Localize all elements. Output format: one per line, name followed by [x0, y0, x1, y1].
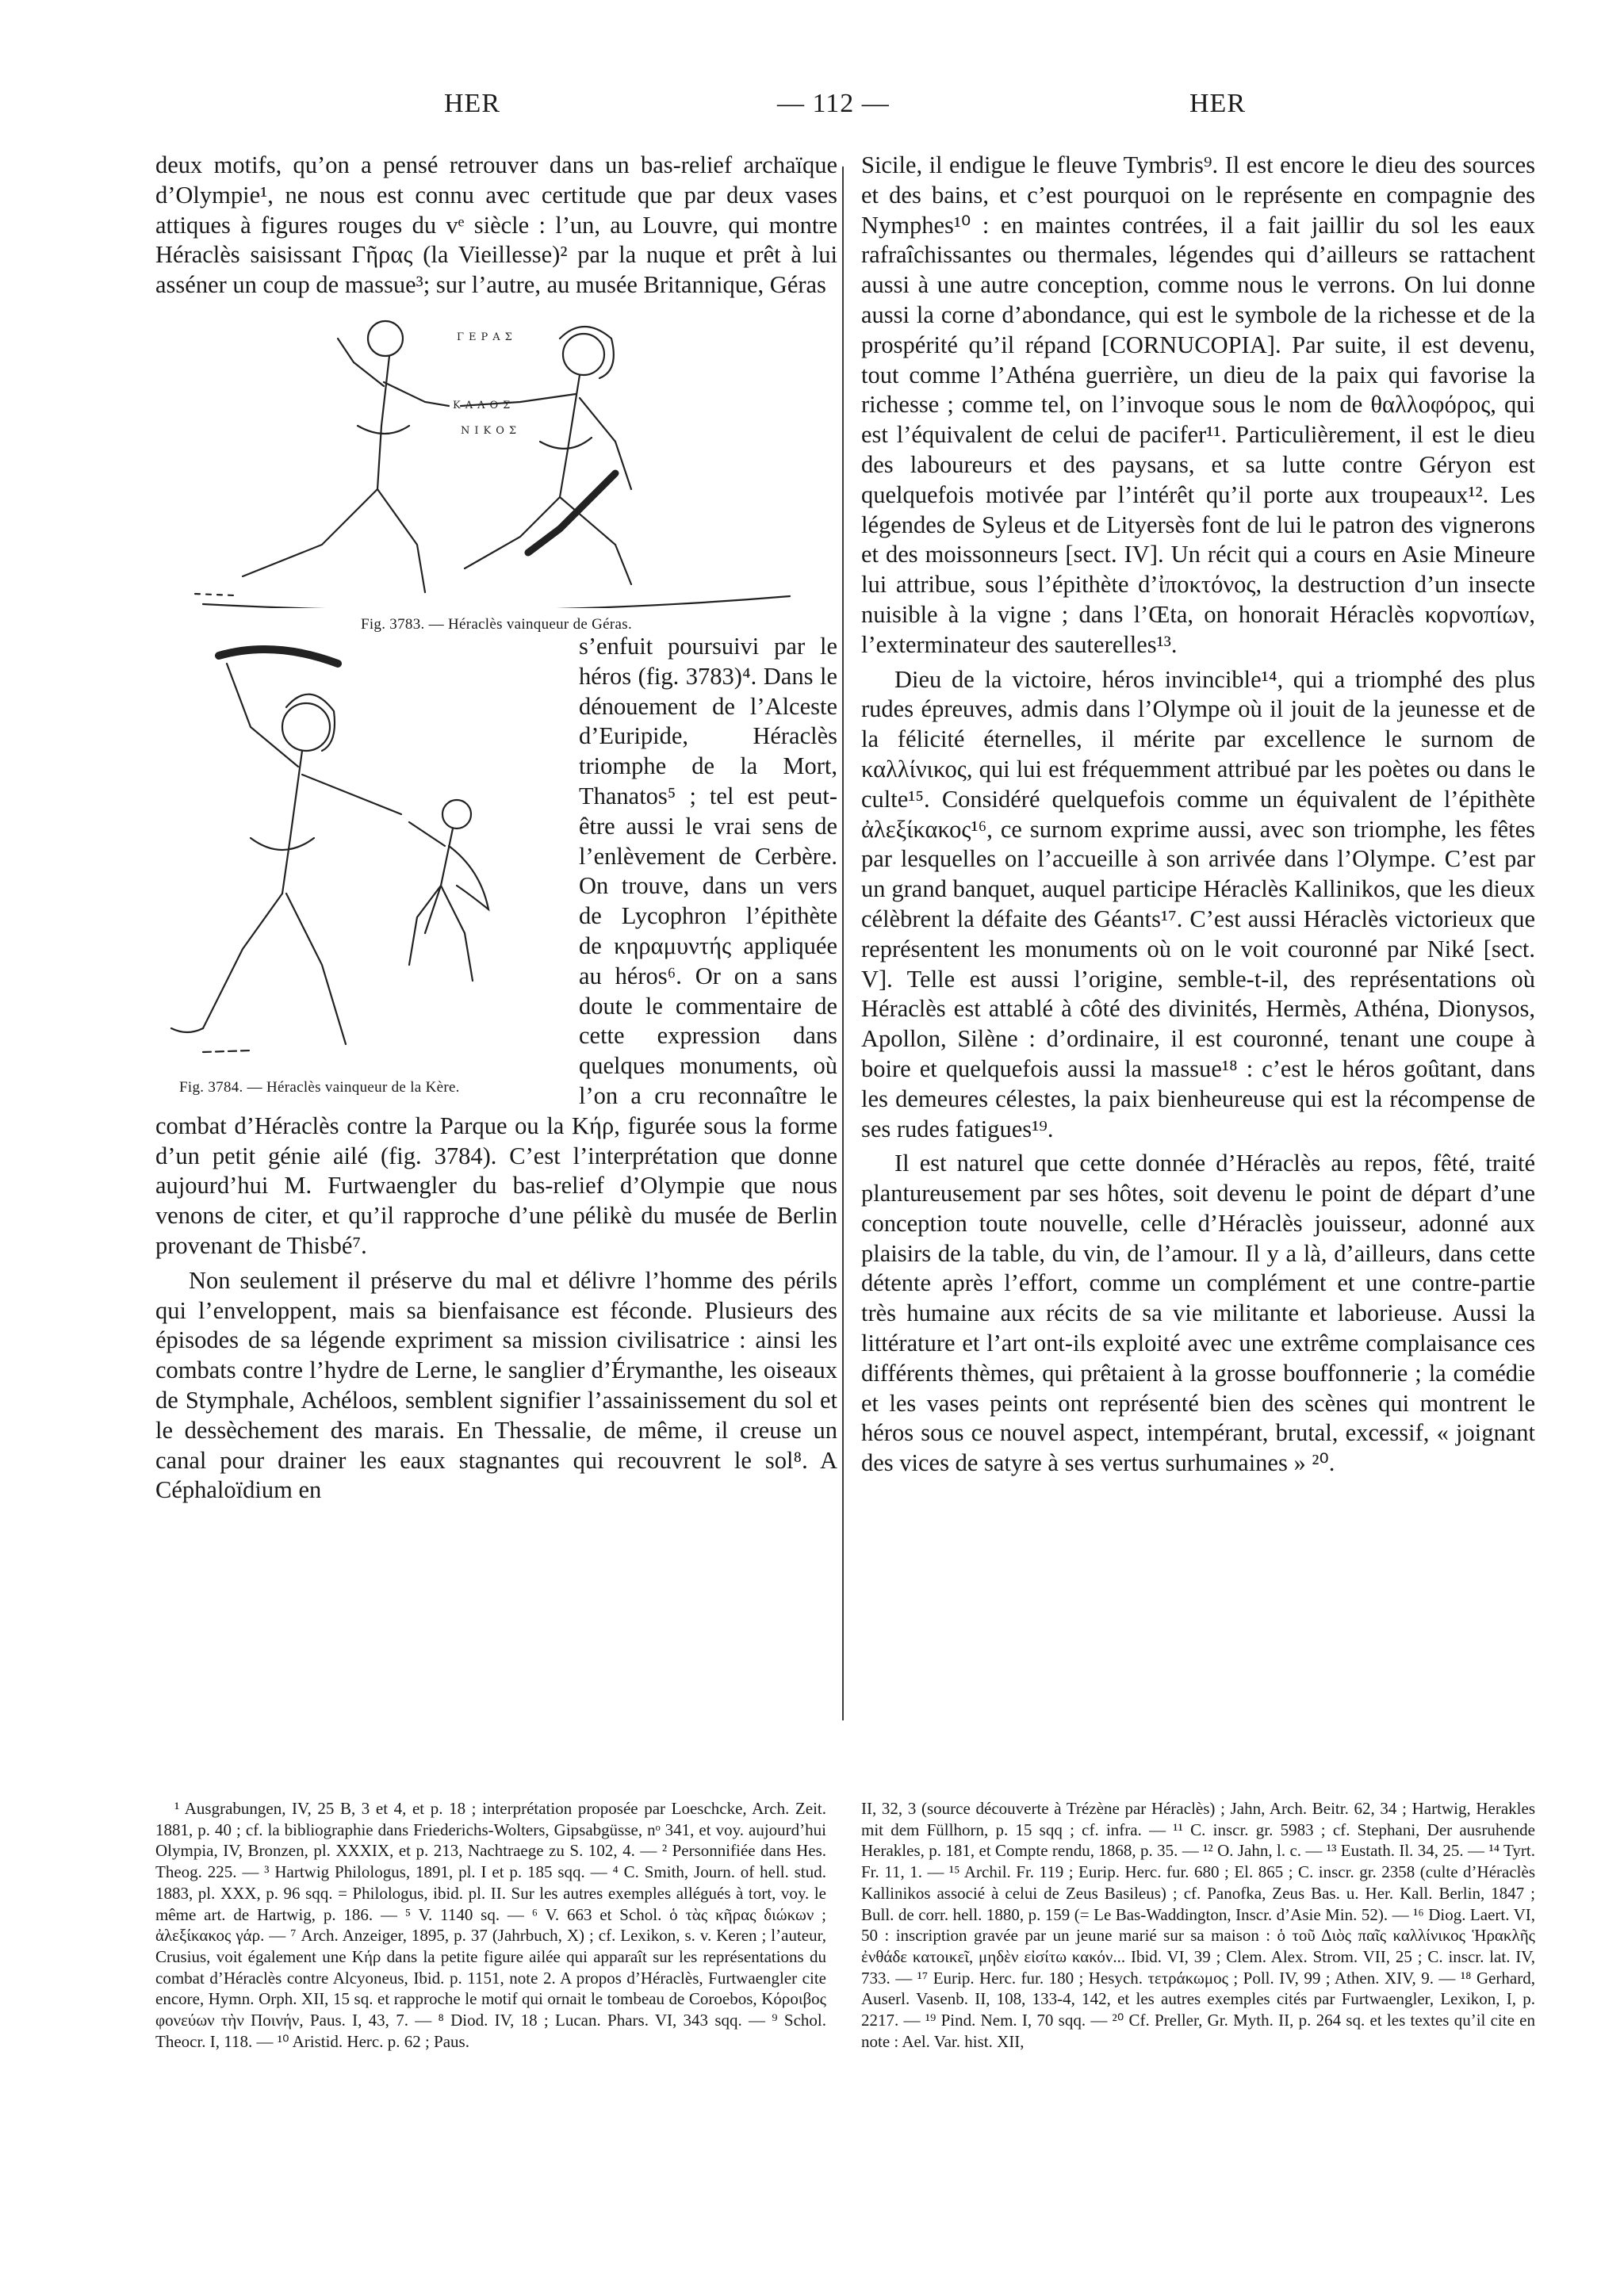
left-column: [155, 151, 837, 1510]
footnote-text: II, 32, 3 (source découverte à Trézène par Héraclès) ; Jahn, Arch. Beitr. 62, 34 ; Hartwig, Herakles mit dem Füllhorn, p. 15 sqq ; cf. infra. — ¹¹ C. inscr. gr. 5983 ; cf. Stephani, Der ausruhende Herakles, p. 181, et Compte rendu, 1868, p. 35. — ¹² O. Jahn, l. c. — ¹³ Eustath. Il. 34, 25. — ¹⁴ Tyrt. Fr. 11, 1. — ¹⁵ Archil. Fr. 119 ; Eurip. Herc. fur. 680 ; El. 865 ; C. inscr. gr. 2358 (culte d’Héraclès Kallinikos associé à celui de Zeus Basileus) ; cf. Panofka, Zeus Bas. u. Her. Kall. Berlin, 1847 ; Bull. de corr. hell. 1880, p. 159 (= Le Bas-Waddington, Inscr. d’Asie Min. 52). — ¹⁶ Diog. Laert. VI, 50 : inscription gravée par un jeune marié sur sa maison : ὁ τοῦ Διὸς παῖς καλλίνικος Ἡρακλῆς ἐνθάδε κατοικεῖ, μηδὲν εἰσίτω κακόν... Ibid. VI, 39 ; Clem. Alex. Strom. VII, 25 ; C. inscr. lat. IV, 733. — ¹⁷ Eurip. Herc. fur. 180 ; Hesych. τετράκωμος ; Poll. IV, 99 ; Athen. XIV, 9. — ¹⁸ Gerhard, Auserl. Vasenb. II, 108, 133-4, 142, et les autres exemples cités par Furtwaengler, Lexikon, I, p. 2217. — ¹⁹ Pind. Nem. I, 70 sqq. — ²⁰ Cf. Preller, Gr. Myth. II, p. 264 sq. et les textes qu’il cite en note : Ael. Var. hist. XII,: [861, 1799, 1535, 2051]
footnotes-right: [861, 1798, 1535, 2052]
figure-3783: [155, 307, 837, 632]
footnotes-left: [155, 1798, 826, 2052]
paragraph: Sicile, il endigue le fleuve Tymbris⁹. Il est encore le dieu des sources et des bains, et c’est pourquoi on le représente en compagnie des Nymphes¹⁰ : en maintes contrées, il a fait jaillir du sol les eaux rafraîchissantes ou thermales, légendes qui d’ailleurs se rattachent aussi à une autre conception, comme nous le verrons. On lui donne aussi la corne d’abondance, qui est le symbole de la richesse et de la prospérité qu’il répand [CORNUCOPIA]. Par suite, il est devenu, tout comme l’Athéna guerrière, un dieu de la paix qui favorise la richesse ; comme tel, on l’invoque sous le nom de θαλλοφόρος, qui est l’équivalent de celui de pacifer¹¹. Particulièrement, il est le dieu des laboureurs et des paysans, et sa lutte contre Géryon est quelquefois motivée par l’intérêt qu’il porte aux troupeaux¹². Les légendes de Syleus et de Lityersès font de lui le patron des vignerons et des moissonneurs [sect. IV]. Un récit qui a cours en Asie Mineure lui attribue, sous l’épithète d’ἰποκτόνος, la destruction d’un insecte nuisible à la vigne ; dans l’Œta, on honorait Héraclès κορνοπίων, l’exterminateur des sauterelles¹³.: [861, 151, 1535, 658]
paragraph: deux motifs, qu’on a pensé retrouver dans un bas-relief archaïque d’Olympie¹, ne nous est connu avec certitude que par deux vases attiques à figures rouges du vᵉ siècle : l’un, au Louvre, qui montre Héraclès saisissant Γῆρας (la Vieillesse)² par la nuque et prêt à lui asséner un coup de massue³; sur l’autre, au musée Britannique, Géras: [155, 151, 837, 299]
paragraph: s’enfuit poursuivi par le héros (fig. 3783)⁴. Dans le dénouement de l’Alceste d’Euripide, Héraclès triomphe de la Mort, Thanatos⁵ ; tel est peut-être aussi le vrai sens de l’enlèvement de Cerbère. On trouve, dans un vers de Lycophron l’épithète de κηραμυντής appliquée au héros⁶. Or on a sans doute le commentaire de cette expression dans quelques monuments, où l’on a cru reconnaître le combat d’Héraclès contre la Parque ou la Κήρ, figurée sous la forme d’un petit génie ailé (fig. 3784). C’est l’interprétation que donne aujourd’hui M. Furtwaengler du bas-relief d’Olympie que nous venons de citer, et qu’il rapproche d’une pélikè du musée de Berlin provenant de Thisbé⁷.: [155, 632, 837, 1259]
footnote-text: ¹ Ausgrabungen, IV, 25 B, 3 et 4, et p. 18 ; interprétation proposée par Loeschcke, Arch. Zeit. 1881, p. 40 ; cf. la bibliographie dans Friederichs-Wolters, Gipsabgüsse, nᵒ 341, et voy. aujourd’hui Olympia, IV, Bronzen, pl. XXXIX, et p. 213, Nachtraege zu S. 102, 4. — ² Personnifiée dans Hes. Theog. 225. — ³ Hartwig Philologus, 1891, pl. I et p. 185 sqq. — ⁴ C. Smith, Journ. of hell. stud. 1883, pl. XXX, p. 96 sqq. = Philologus, ibid. pl. II. Sur les autres exemples allégués à tort, voy. le même art. de Hartwig, p. 186. — ⁵ V. 1140 sq. — ⁶ V. 663 et Schol. ὁ τὰς κῆρας διώκων ; ἀλεξίκακος γάρ. — ⁷ Arch. Anzeiger, 1895, p. 37 (Jahrbuch, X) ; cf. Lexikon, s. v. Keren ; l’auteur, Crusius, voit également une Κήρ dans la petite figure ailée qui apparaît sur les représentations du combat d’Héraclès contre Alcyoneus, Ibid. p. 1151, note 2. A propos d’Héraclès, Furtwaengler cite encore, Hymn. Orph. XII, 15 sq. et rapproche le motif qui ornait le tombeau de Coroebos, Κόροιβος φονεύων τὴν Ποινήν, Paus. I, 43, 7. — ⁸ Diod. IV, 18 ; Lucan. Phars. VI, 343 sqq. — ⁹ Schol. Theocr. I, 118. — ¹⁰ Aristid. Herc. p. 62 ; Paus.: [155, 1799, 826, 2051]
vase-label-geras: ΓΕΡΑΣ: [457, 331, 517, 343]
running-head-left: HER: [444, 89, 500, 118]
paragraph: Dieu de la victoire, héros invincible¹⁴, qui a triomphé des plus rudes épreuves, admis dans l’Olympe où il jouit de la jeunesse et de la félicité éternelles, il mérite par excellence le surnom de καλλίνικος, qui lui est fréquemment attribué par les poètes ou dans le culte¹⁵. Considéré quelquefois comme un équivalent de l’épithète ἀλεξίκακος¹⁶, ce surnom exprime aussi, avec son triomphe, les fêtes par lesquelles on l’accueille à son arrivée dans l’Olympe. C’est par un grand banquet, auquel participe Héraclès Kallinikos, que les dieux célèbrent la défaite des Géants¹⁷. C’est aussi Héraclès victorieux que représentent les monuments où on le voit couronné par Niké [sect. V]. Telle est aussi l’origine, semble-t-il, des représentations où Héraclès est attablé à côté des divinités, Hermès, Athéna, Dionysos, Apollon, Silène : d’ordinaire, il est couronné, tenant une coupe à boire et quelquefois aussi la massue¹⁸ : c’est le héros goûtant, dans les demeures célestes, la paix bienheureuse qui est la récompense de ses rudes fatigues¹⁹.: [861, 665, 1535, 1142]
figure-3784: [155, 632, 568, 1100]
vase-drawing-heracles-ker: [155, 632, 568, 1068]
figure-caption: Fig. 3784. — Héraclès vainqueur de la Kère.: [179, 1078, 460, 1096]
column-divider: [842, 166, 844, 1720]
vase-drawing-heracles-geras: [187, 307, 806, 608]
paragraph: Non seulement il préserve du mal et délivre l’homme des périls qui l’enveloppent, mais sa bienfaisance est féconde. Plusieurs des épisodes de sa légende expriment sa mission civilisatrice : ainsi les combats contre l’hydre de Lerne, le sanglier d’Érymanthe, les oiseaux de Stymphale, Achéloos, semblent signifier l’assainissement du sol et le dessèchement des marais. En Thessalie, de même, il creuse un canal pour drainer les eaux stagnantes qui recouvrent le sol⁸. A Céphaloïdium en: [155, 1266, 837, 1504]
vase-label-nikos: ΝΙΚΟΣ: [461, 424, 522, 437]
running-head-right: HER: [1189, 89, 1246, 118]
page-number: — 112 —: [777, 89, 890, 118]
right-column: [861, 151, 1535, 1483]
figure-caption: Fig. 3783. — Héraclès vainqueur de Géras.: [360, 615, 633, 633]
vase-label-kalos: ΚΑΛΟΣ: [453, 399, 515, 411]
paragraph: Il est naturel que cette donnée d’Héraclès au repos, fêté, traité plantureusement par ses hôtes, soit devenu le point de départ d’une conception toute nouvelle, celle d’Héraclès jouisseur, adonné aux plaisirs de la table, du vin, de l’amour. Il y a là, d’ailleurs, dans cette détente après l’effort, comme un complément et une contre-partie très humaine aux récits de sa vie militante et laborieuse. Aussi la littérature et l’art ont-ils exploité avec une extrême complaisance ces différents thèmes, qui prêtaient à la grosse bouffonnerie ; la comédie et les vases peints ont représenté bien des scènes qui montrent le héros sous ce nouvel aspect, intempérant, brutal, excessif, « joignant des vices de satyre à ses vertus surhumaines » ²⁰.: [861, 1150, 1535, 1477]
